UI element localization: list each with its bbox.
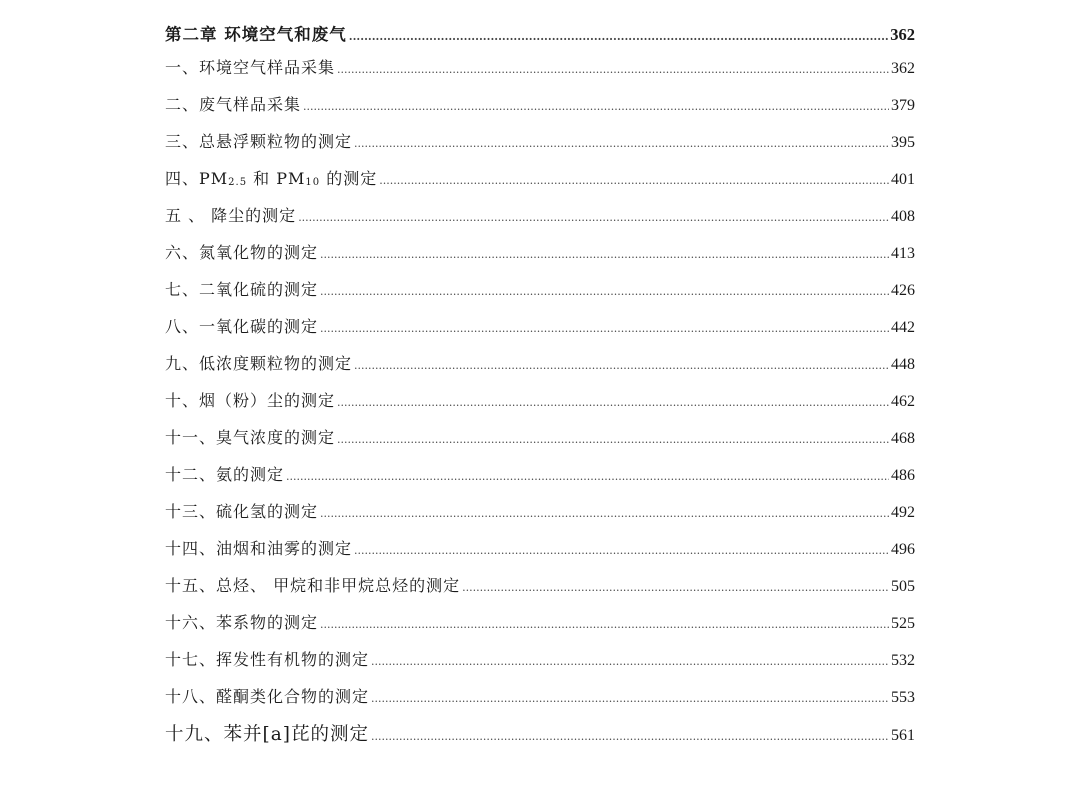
toc-entry[interactable]: [165, 160, 915, 197]
entry-title: 十五、总烃、 甲烷和非甲烷总烃的测定: [165, 576, 461, 595]
entry-page-number: 413: [891, 245, 915, 262]
entry-title: 十、烟（粉）尘的测定: [165, 391, 336, 410]
entry-title: 三、总悬浮颗粒物的测定: [165, 132, 353, 151]
dot-leader: [337, 384, 889, 421]
dot-leader: [320, 236, 889, 273]
entry-title: 九、低浓度颗粒物的测定: [165, 354, 353, 373]
toc-entry[interactable]: [165, 715, 915, 755]
toc-entry[interactable]: [165, 345, 915, 382]
toc-entry[interactable]: [165, 530, 915, 567]
dot-leader: [320, 273, 889, 310]
toc-entry[interactable]: [165, 308, 915, 345]
entry-page-number: 379: [891, 97, 915, 114]
entry-title: [165, 160, 377, 197]
dot-leader: [298, 199, 889, 236]
entry-title: 十四、油烟和油雾的测定: [165, 539, 353, 558]
toc-entry[interactable]: [165, 493, 915, 530]
dot-leader: [379, 162, 889, 199]
dot-leader: [354, 125, 889, 162]
toc-entry[interactable]: [165, 604, 915, 641]
entry-title: 十二、氨的测定: [165, 465, 285, 484]
toc-entry[interactable]: [165, 197, 915, 234]
toc-entry[interactable]: [165, 234, 915, 271]
dot-leader: [371, 643, 889, 680]
entry-page-number: 362: [891, 60, 915, 77]
entry-page-number: 408: [891, 208, 915, 225]
entry-page-number: 505: [891, 578, 915, 595]
dot-leader: [371, 680, 889, 717]
entry-title: 五 、 降尘的测定: [165, 206, 297, 225]
entry-page-number: 462: [891, 393, 915, 410]
toc-entry[interactable]: [165, 678, 915, 715]
entry-page-number: 532: [891, 652, 915, 669]
toc-entry[interactable]: [165, 49, 915, 86]
entry-title: 八、一氧化碳的测定: [165, 317, 319, 336]
entry-page-number: 486: [891, 467, 915, 484]
dot-leader: [303, 88, 889, 125]
chapter-title: 第二章 环境空气和废气: [165, 25, 347, 44]
subscript-10: 10: [305, 177, 321, 188]
table-of-contents: [165, 20, 915, 755]
toc-chapter-heading[interactable]: [165, 20, 915, 49]
toc-entry[interactable]: [165, 271, 915, 308]
toc-entry[interactable]: [165, 86, 915, 123]
dot-leader: [462, 569, 889, 606]
entry-page-number: 395: [891, 134, 915, 151]
toc-entry[interactable]: [165, 456, 915, 493]
dot-leader: [354, 347, 889, 384]
entry-title: 十七、挥发性有机物的测定: [165, 650, 370, 669]
dot-leader: [320, 310, 889, 347]
entry-page-number: 401: [891, 171, 915, 188]
entry-title: 六、氮氧化物的测定: [165, 243, 319, 262]
dot-leader: [337, 421, 889, 458]
dot-leader: [337, 51, 889, 88]
entry-page-number: 561: [891, 727, 915, 744]
entry-title: 二、废气样品采集: [165, 95, 302, 114]
dot-leader: [286, 458, 889, 495]
subscript-2-5: 2.5: [228, 177, 248, 188]
toc-entry[interactable]: [165, 419, 915, 456]
entry-page-number: 525: [891, 615, 915, 632]
entry-page-number: 553: [891, 689, 915, 706]
entry-page-number: 448: [891, 356, 915, 373]
entry-title: 十一、臭气浓度的测定: [165, 428, 336, 447]
toc-entry[interactable]: [165, 382, 915, 419]
entry-title: 十八、醛酮类化合物的测定: [165, 687, 370, 706]
entry-page-number: 426: [891, 282, 915, 299]
entry-title: 十六、苯系物的测定: [165, 613, 319, 632]
entry-title: 七、二氧化硫的测定: [165, 280, 319, 299]
toc-entry[interactable]: [165, 641, 915, 678]
entry-page-number: 442: [891, 319, 915, 336]
chapter-page-number: 362: [890, 25, 915, 44]
entry-page-number: 492: [891, 504, 915, 521]
toc-entry[interactable]: [165, 123, 915, 160]
entry-title-part: 四、PM: [165, 169, 229, 188]
dot-leader: [320, 606, 889, 643]
entry-title: 十九、苯并[a]芘的测定: [165, 724, 369, 745]
toc-entry[interactable]: [165, 567, 915, 604]
dot-leader: [320, 495, 889, 532]
entry-title: 一、环境空气样品采集: [165, 58, 336, 77]
entry-title-part: 和 PM: [247, 169, 306, 188]
entry-title: 十三、硫化氢的测定: [165, 502, 319, 521]
dot-leader: [349, 22, 889, 51]
dot-leader: [371, 717, 889, 757]
entry-title-part: 的测定: [320, 169, 378, 188]
entry-page-number: 496: [891, 541, 915, 558]
dot-leader: [354, 532, 889, 569]
entry-page-number: 468: [891, 430, 915, 447]
